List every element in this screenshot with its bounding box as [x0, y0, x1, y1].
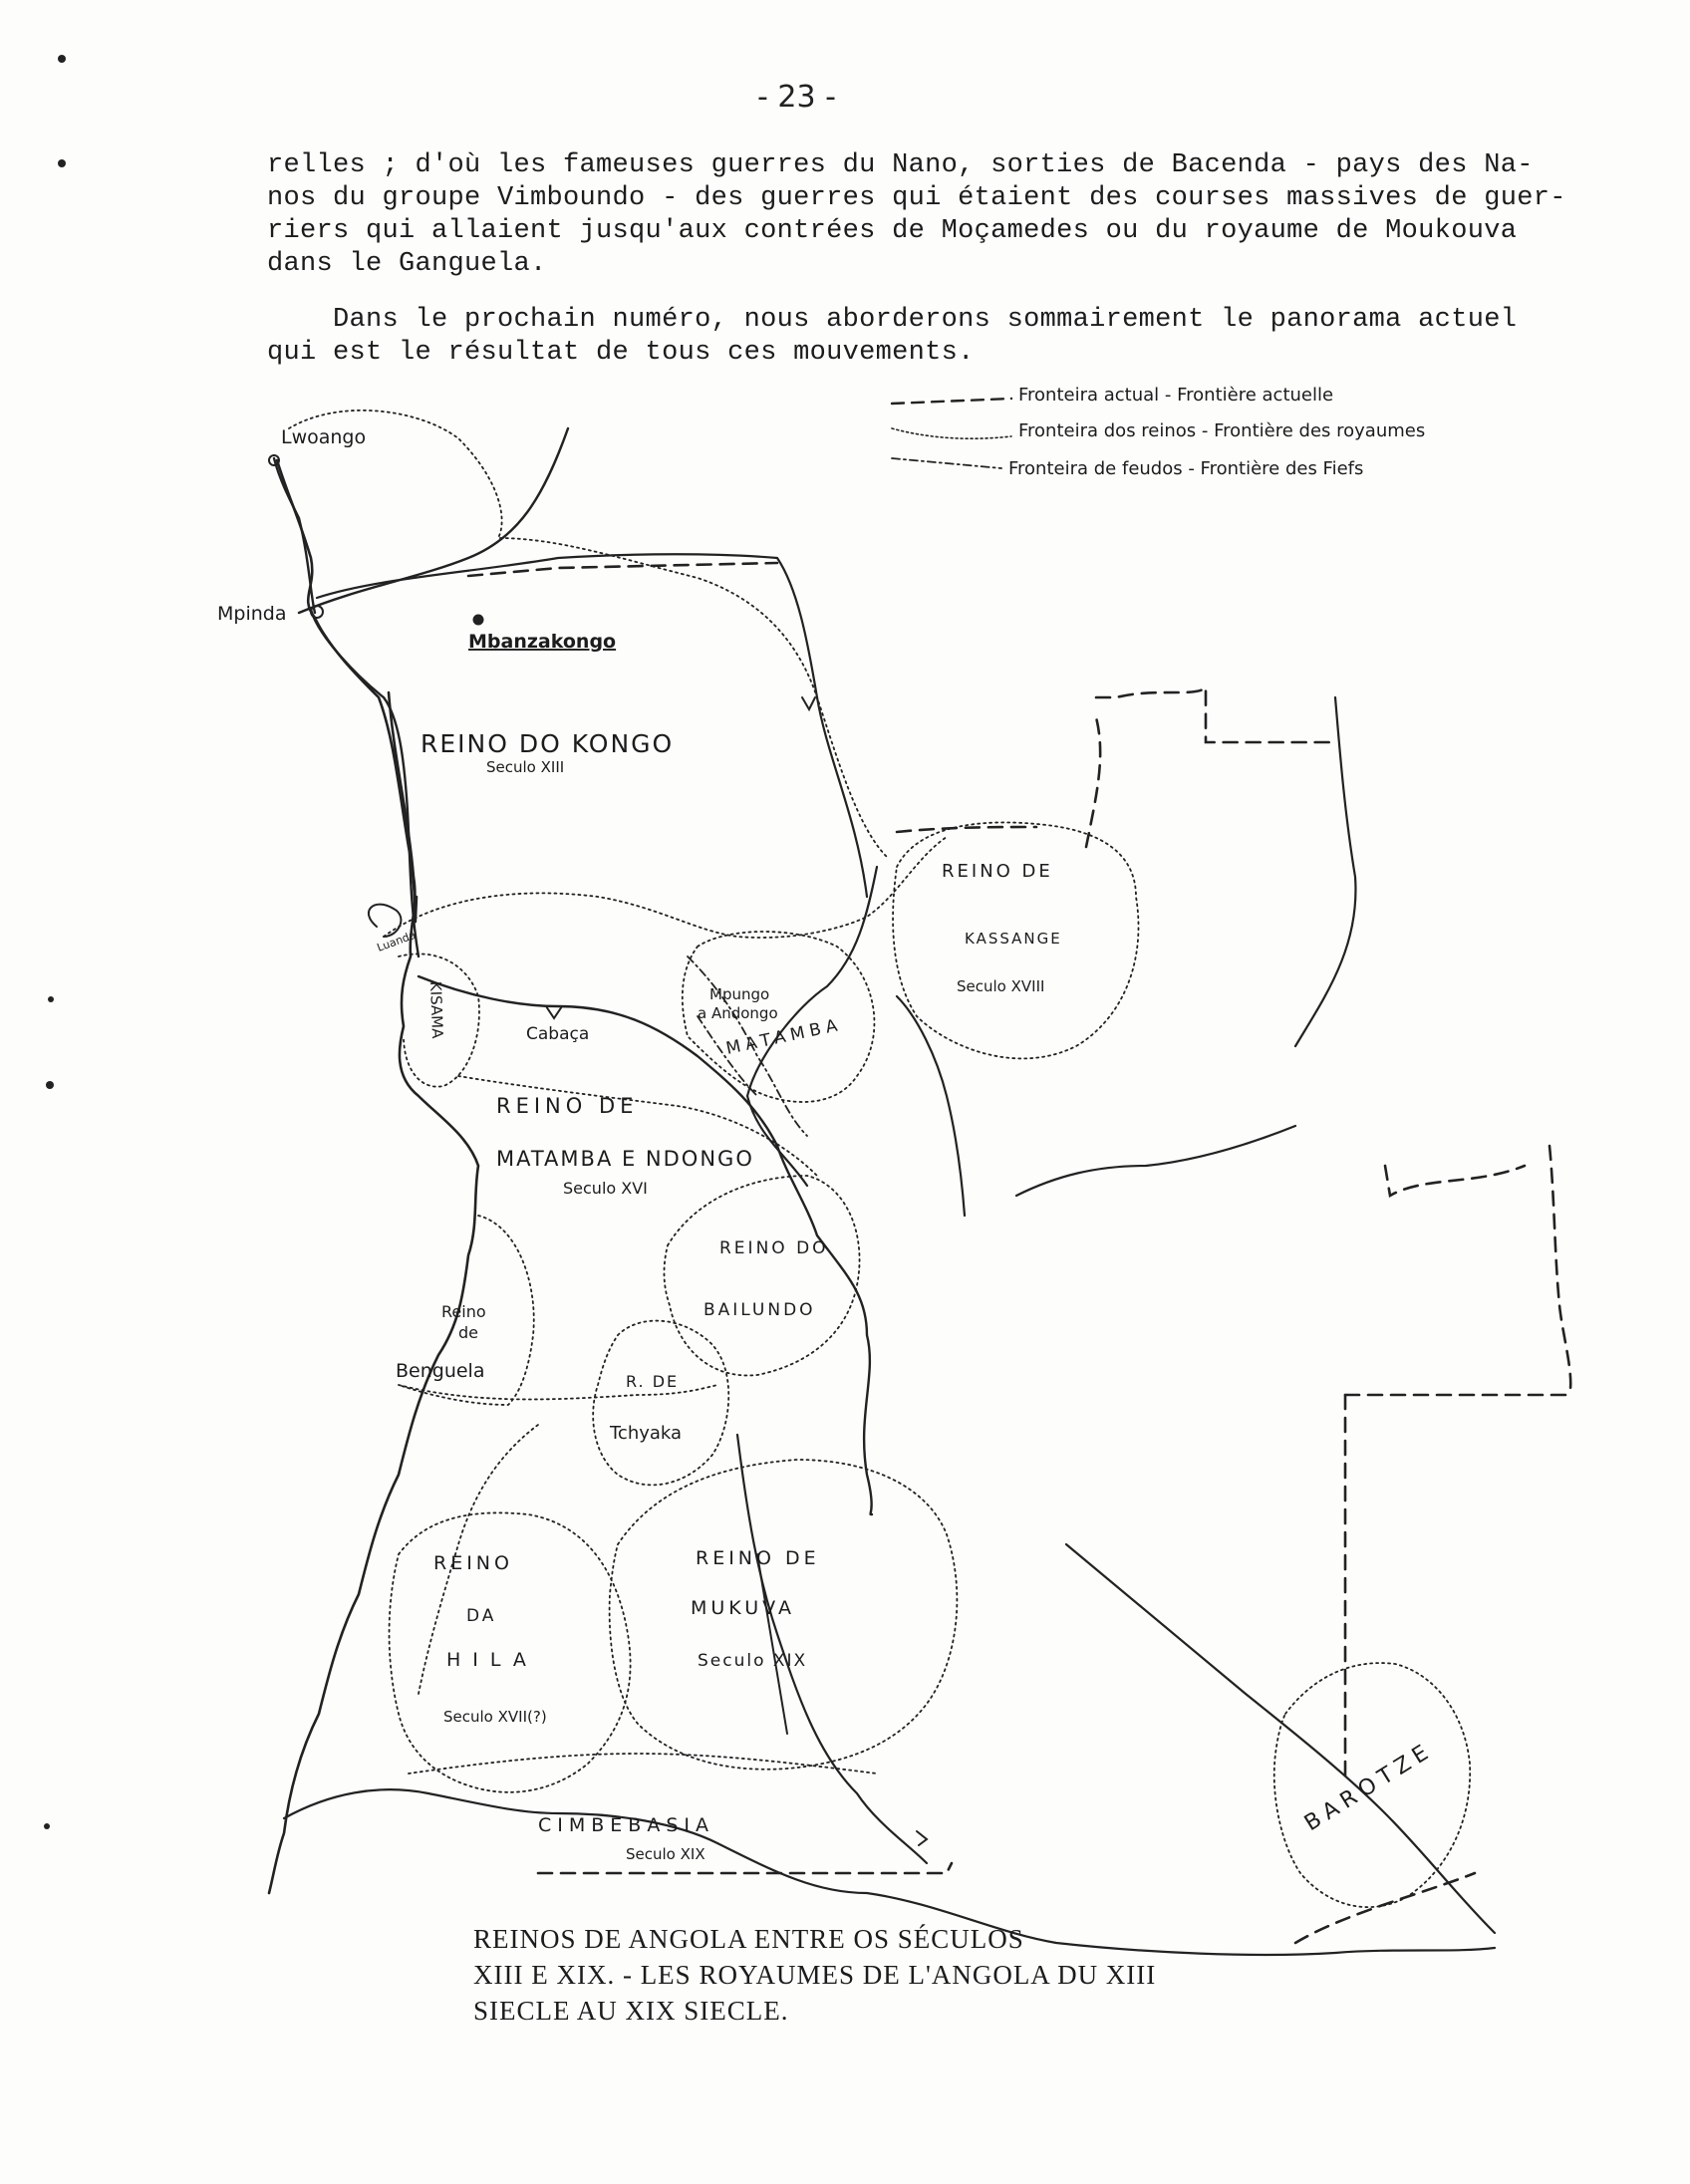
river-okavango	[757, 1554, 787, 1734]
kingdom-matamba-ndongo-line2: MATAMBA E NDONGO	[496, 1147, 754, 1171]
kingdom-barotze: BAROTZE	[1299, 1737, 1438, 1837]
kingdom-kassanje-century: Seculo XVIII	[957, 977, 1045, 995]
border-tchyaka	[593, 1321, 728, 1486]
kingdom-matamba-ndongo-line1: REINO DE	[496, 1094, 639, 1118]
page-number: - 23 -	[757, 80, 836, 115]
river-north	[317, 554, 867, 897]
kingdom-benguela-line2: de	[458, 1323, 478, 1342]
text-line: qui est le résultat de tous ces mouvements.	[267, 338, 975, 368]
text-line: Dans le prochain numéro, nous aborderons sommairement le panorama actuel	[267, 305, 1518, 335]
river-south-2	[1066, 1544, 1495, 1933]
kingdom-kongo-century: Seculo XIII	[486, 758, 565, 776]
legend-swatch-kingdom-border	[892, 428, 1011, 438]
place-mbanzakongo: Mbanzakongo	[468, 631, 617, 653]
kingdom-bailundo-line1: REINO DO	[719, 1238, 829, 1258]
kingdom-tchyaka-line2: Tchyaka	[610, 1423, 683, 1444]
text-line: dans le Ganguela.	[267, 249, 547, 279]
place-lwoango: Lwoango	[281, 426, 367, 448]
legend-label-current: Fronteira actual - Frontière actuelle	[1018, 385, 1334, 406]
kingdom-matamba-small: MATAMBA	[723, 1014, 845, 1059]
place-kisama: KISAMA	[426, 980, 446, 1039]
river-congo	[299, 428, 568, 613]
kingdom-mukuva-century: Seculo XIX	[698, 1651, 808, 1671]
text-line: riers qui allaient jusqu'aux contrées de Moçamedes ou du royaume de Moukouva	[267, 216, 1518, 246]
kingdom-kassanje-line1: REINO DE	[942, 861, 1053, 882]
place-mpungo: Mpungo	[709, 985, 770, 1003]
river-south-1	[737, 1435, 927, 1863]
river-east-2	[1016, 1126, 1295, 1196]
current-border	[468, 563, 1570, 1943]
caption-line: XIII E XIX. - LES ROYAUMES DE L'ANGOLA DU XIII	[473, 1960, 1157, 1990]
place-cabaca: Cabaça	[526, 1024, 590, 1044]
coastline-north	[274, 458, 419, 956]
place-luanda: Luanda	[375, 928, 418, 955]
border-cimbebasia	[409, 1754, 877, 1774]
caption-line: SIECLE AU XIX SIECLE.	[473, 1996, 789, 2026]
kingdom-hila-line1: REINO	[433, 1552, 513, 1574]
south-marker	[917, 1831, 927, 1845]
coast-inlet	[369, 905, 401, 937]
kingdom-tchyaka-line1: R. DE	[626, 1372, 680, 1391]
text-line: relles ; d'où les fameuses guerres du Nano, sorties de Bacenda - pays des Na-	[267, 150, 1534, 180]
place-andongo: a Andongo	[698, 1004, 778, 1022]
kingdom-kassanje-line2: KASSANGE	[965, 930, 1062, 948]
map-caption	[473, 1921, 1156, 2029]
kingdom-kongo: REINO DO KONGO	[421, 729, 675, 758]
border-bailundo	[664, 1176, 859, 1375]
legend-swatch-current-border	[892, 399, 1011, 404]
text-line: nos du groupe Vimboundo - des guerres qui étaient des courses massives de guer-	[267, 183, 1566, 213]
river-east-1	[897, 996, 965, 1216]
caption-line: REINOS DE ANGOLA ENTRE OS SÉCULOS	[473, 1924, 1024, 1954]
legend-label-fiefs: Fronteira de feudos - Frontière des Fiefs	[1008, 458, 1364, 479]
coastline	[269, 460, 478, 1893]
legend-swatch-fief-border	[892, 458, 1001, 468]
kingdom-hila-line3: HILA	[446, 1649, 538, 1671]
map-legend	[892, 399, 1011, 468]
kingdom-benguela-line1: Reino	[441, 1302, 486, 1321]
river-east-3	[1295, 697, 1355, 1046]
mbanza-marker	[473, 615, 483, 625]
kingdom-matamba-century: Seculo XVI	[563, 1179, 648, 1198]
place-mpinda: Mpinda	[217, 603, 287, 625]
kingdom-hila-line2: DA	[466, 1606, 497, 1626]
kingdom-mukuva-line1: REINO DE	[696, 1547, 820, 1569]
kingdom-hila-century: Seculo XVII(?)	[443, 1708, 547, 1726]
kingdom-mukuva-line2: MUKUVA	[691, 1597, 795, 1619]
kingdom-cimbebasia-century: Seculo XIX	[626, 1845, 705, 1863]
kingdom-cimbebasia: CIMBEBASIA	[538, 1814, 714, 1836]
legend-label-kingdoms: Fronteira dos reinos - Frontière des royaumes	[1018, 420, 1426, 441]
kingdom-bailundo-line2: BAILUNDO	[704, 1300, 816, 1320]
border-kongo-south	[384, 837, 947, 938]
river-mouth-marker	[802, 697, 815, 709]
kingdom-borders	[289, 410, 1470, 1907]
kingdom-benguela-line3: Benguela	[396, 1360, 485, 1382]
cabaca-marker	[546, 1006, 562, 1018]
